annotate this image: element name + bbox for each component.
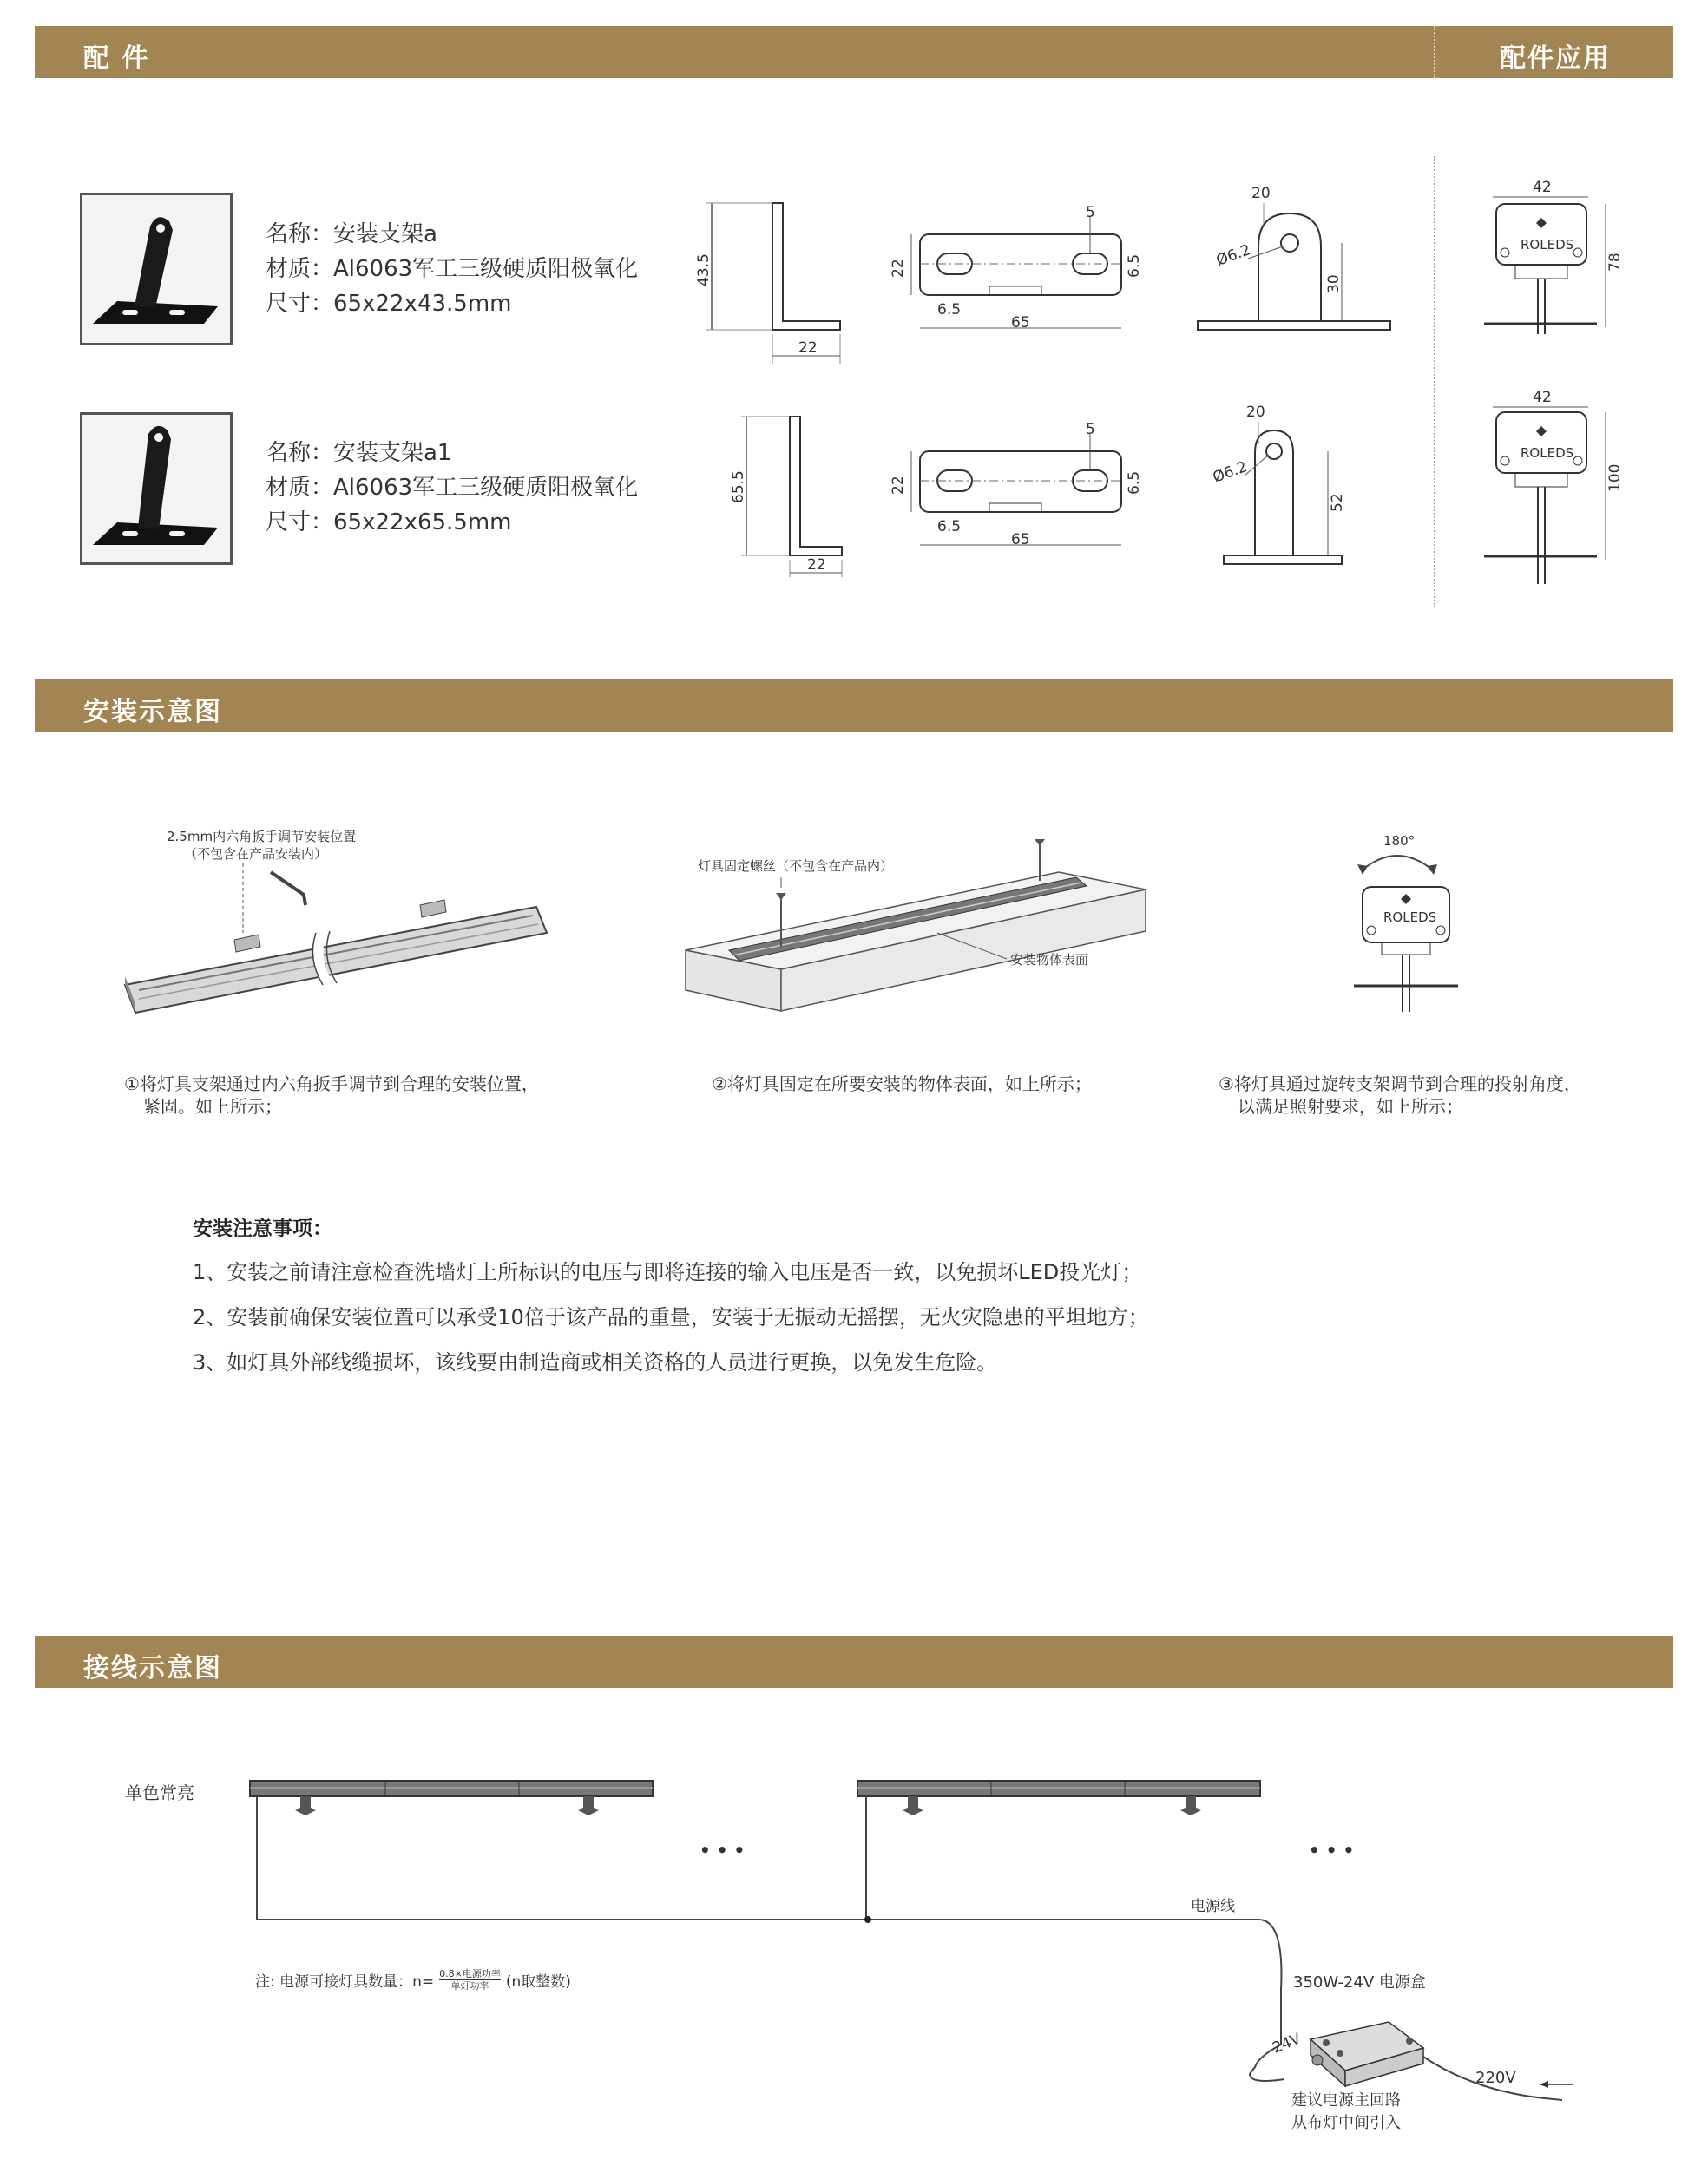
installation-title: 安装示意图 (83, 697, 222, 727)
wiring-diagram (0, 1762, 1708, 2143)
step2-caption-line: ②将灯具固定在所要安装的物体表面，如上所示； (712, 1073, 1092, 1094)
formula-denominator: 单灯功率 (450, 1980, 489, 1992)
application-divider (1434, 156, 1435, 607)
power-cable-label: 电源线 (1191, 1898, 1235, 1915)
bracket-a1-application-drawing (1475, 386, 1632, 590)
bracket-a1-photo (80, 412, 233, 565)
bracket-a1-hole-dia: Ø6.2 (1210, 458, 1250, 487)
formula-note (255, 1968, 571, 1992)
bracket-a1-side-height: 65.5 (730, 470, 747, 503)
installation-header-bar (35, 679, 1673, 732)
bracket-a1-specs (266, 436, 638, 540)
bracket-a-top-length: 65 (1011, 314, 1030, 331)
bracket-a1-slot-width: 5 (1086, 421, 1095, 438)
bracket-a-image (82, 195, 230, 343)
wrench-note-2: （不包含在产品安装内） (184, 846, 328, 862)
formula-numerator: 0.8×电源功率 (439, 1968, 501, 1979)
bracket-a-name: 名称：安装支架a (266, 221, 437, 247)
bracket-a-app-brand: ROLEDS (1521, 237, 1574, 253)
step1-caption-line2: 紧固。如上所示； (143, 1096, 282, 1117)
step3-caption-line2: 以满足照射要求，如上所示； (1238, 1096, 1463, 1117)
bracket-a-front-drawing (1189, 182, 1406, 347)
bracket-a-hole-dia: Ø6.2 (1213, 241, 1253, 270)
accessories-header-bar (35, 26, 1673, 78)
wrench-note-1: 2.5mm内六角扳手调节安装位置 (167, 829, 357, 844)
bracket-a-app-width: 42 (1533, 179, 1552, 196)
step3-caption-line1: ③将灯具通过旋转支架调节到合理的投射角度， (1219, 1073, 1581, 1094)
bracket-a-side-drawing (686, 191, 859, 373)
bracket-a1-top-drawing (885, 417, 1146, 564)
advice-line-2: 从布灯中间引入 (1291, 2114, 1401, 2132)
bracket-a-slot-height: 6.5 (1126, 253, 1143, 278)
bracket-a-app-height: 78 (1606, 253, 1624, 272)
bracket-a1-app-brand: ROLEDS (1521, 445, 1574, 461)
bracket-a1-material: 材质：Al6063军工三级硬质阳极氧化 (266, 475, 639, 501)
accessory-application-title: 配件应用 (1500, 43, 1611, 74)
notes-title: 安装注意事项： (193, 1218, 332, 1240)
bracket-a-photo (80, 193, 233, 345)
bracket-a-size: 尺寸：65x22x43.5mm (266, 291, 512, 317)
screw-note: 灯具固定螺丝（不包含在产品内） (698, 858, 894, 874)
bracket-a-top-drawing (885, 200, 1146, 347)
bracket-a1-app-width: 42 (1533, 389, 1552, 406)
bracket-a-slot-offset: 6.5 (937, 301, 962, 318)
step3-caption (1219, 1073, 1581, 1118)
bracket-a1-size: 尺寸：65x22x65.5mm (266, 509, 512, 535)
bracket-a-specs (266, 217, 638, 321)
wiring-title: 接线示意图 (83, 1653, 222, 1684)
formula-fraction (439, 1968, 501, 1992)
bracket-a1-app-height: 100 (1606, 463, 1624, 492)
note-1: 1、安装之前请注意检查洗墙灯上所标识的电压与即将连接的输入电压是否一致，以免损坏LED投光灯； (193, 1260, 1143, 1284)
wiring-ellipsis-1: • • • (700, 1840, 746, 1861)
bracket-a1-front-drawing (1206, 401, 1406, 574)
bracket-a1-front-height: 52 (1329, 493, 1346, 512)
bracket-a1-slot-offset: 6.5 (937, 518, 962, 535)
bracket-a1-side-drawing (712, 408, 877, 581)
bracket-a1-top-length: 65 (1011, 531, 1030, 548)
wiring-ellipsis-2: • • • (1309, 1840, 1355, 1861)
formula-suffix: (n取整数) (505, 1973, 571, 1991)
step1-caption-line1: ①将灯具支架通过内六角扳手调节到合理的安装位置， (124, 1073, 539, 1094)
note-3: 3、如灯具外部线缆损坏，该线要由制造商或相关资格的人员进行更换，以免发生危险。 (193, 1350, 998, 1375)
wiring-header-bar (35, 1636, 1673, 1688)
bracket-a1-slot-height: 6.5 (1126, 470, 1143, 495)
bracket-a1-image (82, 415, 230, 562)
bracket-a1-top-height: 22 (890, 476, 907, 495)
voltage-220v: 220V (1475, 2069, 1516, 2087)
power-box (1311, 2022, 1423, 2086)
bracket-a1-front-width: 20 (1246, 404, 1265, 421)
formula-prefix: 注: 电源可接灯具数量：n= (255, 1973, 435, 1991)
advice-line-1: 建议电源主回路 (1291, 2091, 1401, 2110)
header-divider (1434, 26, 1435, 78)
bracket-a-front-width: 20 (1251, 185, 1271, 202)
surface-label: 安装物体表面 (1010, 952, 1089, 968)
angle-label: 180° (1383, 833, 1416, 849)
note-2: 2、安装前确保安装位置可以承受10倍于该产品的重量，安装于无振动无摇摆，无火灾隐患的平坦地方； (193, 1305, 1149, 1329)
step2-illustration (660, 820, 1163, 1028)
bracket-a-slot-width: 5 (1086, 204, 1095, 221)
bracket-a1-side-width: 22 (807, 556, 826, 574)
step1-illustration (113, 820, 564, 1028)
step3-illustration (1337, 824, 1510, 1015)
step1-caption (124, 1073, 539, 1118)
bracket-a1-name: 名称：安装支架a1 (266, 440, 452, 466)
bracket-a-top-height: 22 (890, 259, 907, 278)
psu-label: 350W-24V 电源盒 (1293, 1973, 1426, 1992)
step3-brand: ROLEDS (1383, 909, 1437, 925)
voltage-24v: 24V (1270, 2030, 1304, 2058)
bracket-a-side-width: 22 (798, 339, 818, 357)
bracket-a-material: 材质：Al6063军工三级硬质阳极氧化 (266, 256, 639, 282)
accessories-title: 配 件 (83, 43, 150, 74)
bracket-a-side-height: 43.5 (695, 253, 713, 286)
wiring-mode-label: 单色常亮 (125, 1782, 194, 1803)
step2-caption (712, 1073, 1092, 1095)
bracket-a-application-drawing (1475, 178, 1632, 338)
bracket-a-front-height: 30 (1325, 274, 1343, 293)
